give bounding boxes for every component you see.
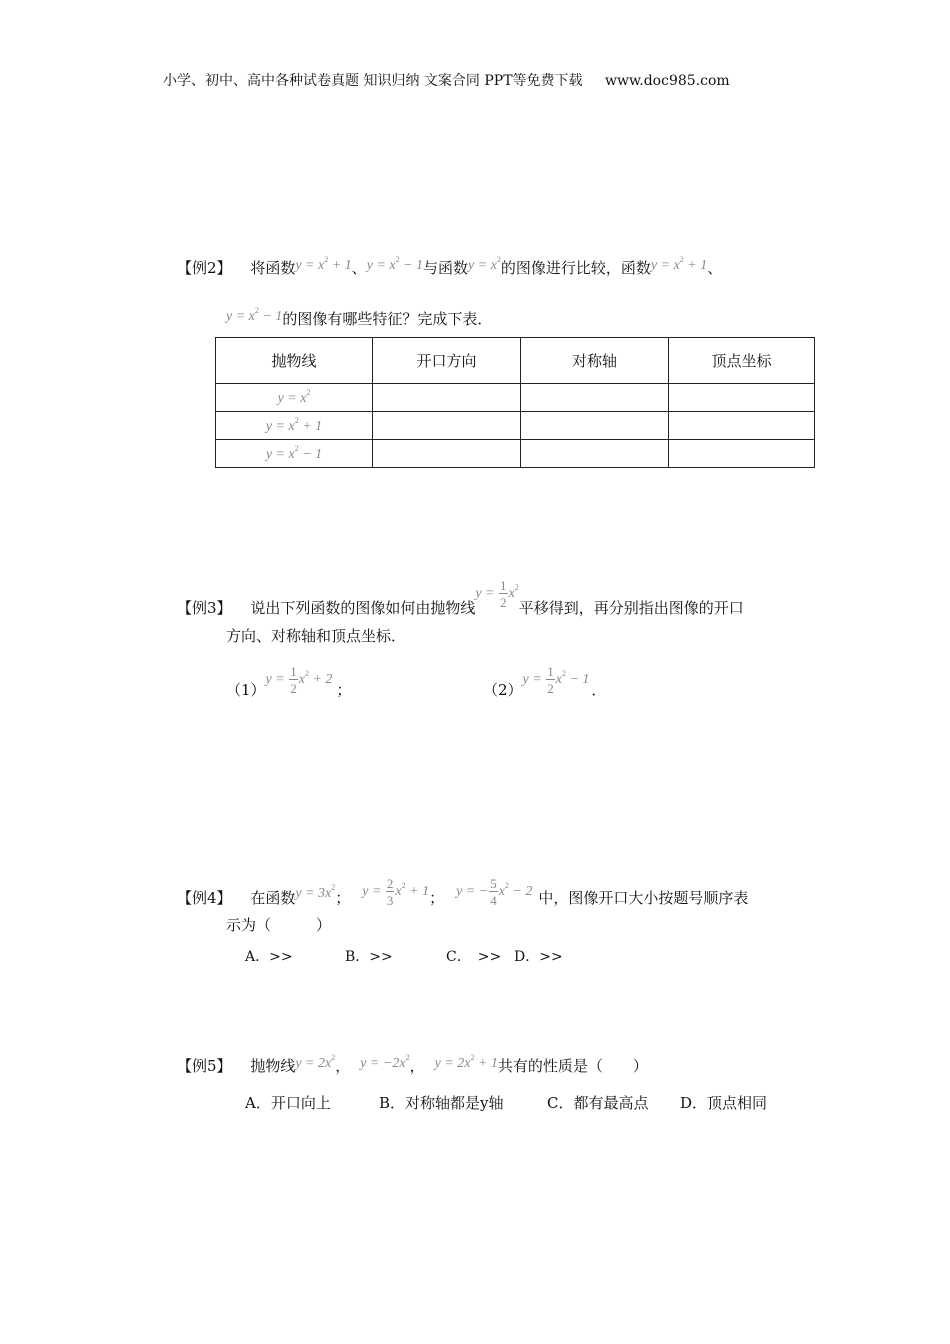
ex4-text3: 示为（ ） <box>226 916 332 934</box>
ex3-item2 <box>483 664 607 707</box>
table-header: 抛物线 <box>216 338 373 384</box>
ex5-options <box>245 1092 767 1113</box>
ex2-line2 <box>226 308 492 329</box>
ex3-text1: 说出下列函数的图像如何由抛物线 <box>250 599 476 618</box>
ex4-option-d[interactable]: D．>> <box>514 949 563 965</box>
ex5-option-a[interactable]: A．开口向上 <box>245 1094 331 1112</box>
ex2-line1 <box>177 257 722 278</box>
ex3-formula2: y = $\frac{1}{2}$ $x^2 - 1$ <box>522 664 590 696</box>
ex4-option-a[interactable]: A．>> <box>245 949 293 965</box>
ex5-sep2: ， <box>409 1057 425 1075</box>
ex3-item2-end: ． <box>591 681 607 700</box>
ex4-text2: 中，图像开口大小按题号顺序表 <box>538 889 749 908</box>
ex5-option-b[interactable]: B．对称轴都是y轴 <box>379 1094 504 1112</box>
ex2-formula5: $y = x^2 - 1$ <box>226 306 283 324</box>
ex3-text3: 方向、对称轴和顶点坐标． <box>226 627 407 645</box>
ex5-text1: 抛物线 <box>250 1057 296 1075</box>
table-cell-empty[interactable] <box>669 384 815 412</box>
ex4-text1: 在函数 <box>250 889 296 908</box>
table-cell-empty[interactable] <box>521 412 669 440</box>
ex4-formula2: y = $\frac{2}{3}$ $x^2 + 1$ <box>362 876 430 908</box>
table-cell-empty[interactable] <box>373 440 521 468</box>
ex4-options <box>245 946 563 966</box>
ex5-option-d[interactable]: D．顶点相同 <box>680 1094 768 1112</box>
ex2-text1: 将函数 <box>250 259 296 277</box>
ex5-sep1: ， <box>335 1057 351 1075</box>
ex2-formula4: $y = x^2 + 1$ <box>650 255 708 273</box>
ex4-label: 【例4】 <box>177 889 232 908</box>
table-row <box>216 440 815 468</box>
ex5-formula1: $y = 2x^2$ <box>295 1053 336 1071</box>
ex5-label: 【例5】 <box>177 1057 232 1075</box>
ex3-text2: 平移得到，再分别指出图像的开口 <box>518 599 744 618</box>
ex2-formula2: $y = x^2 - 1$ <box>366 255 424 273</box>
ex4-sep1: ； <box>335 889 351 908</box>
table-header: 对称轴 <box>521 338 669 384</box>
ex2-formula3: $y = x^2$ <box>468 255 501 273</box>
ex4-option-c[interactable]: C． >> <box>446 949 502 965</box>
ex5-formula3: $y = 2x^2 + 1$ <box>434 1053 498 1071</box>
table-row <box>216 412 815 440</box>
ex3-formula1: y = $\frac{1}{2}$ $x^2 + 2$ <box>265 664 333 696</box>
ex3-item1 <box>226 664 352 707</box>
table-cell-function: $y = x^2$ <box>216 384 373 412</box>
ex2-sep2: 、 <box>707 259 723 277</box>
table-header: 顶点坐标 <box>669 338 815 384</box>
ex5-formula2: $y = -2x^2$ <box>360 1053 410 1071</box>
ex3-item1-number: （1） <box>226 681 266 700</box>
ex4-option-b[interactable]: B．>> <box>345 949 393 965</box>
ex5-line1 <box>177 1055 648 1076</box>
table-cell-empty[interactable] <box>373 412 521 440</box>
ex3-item1-end: ； <box>336 681 352 700</box>
table-cell-empty[interactable] <box>521 384 669 412</box>
ex3-formula-main: y = $\frac{1}{2}$ $x^2$ <box>475 578 519 610</box>
ex2-text3: 的图像进行比较，函数 <box>500 259 651 277</box>
header-url: www.doc985.com <box>604 73 730 89</box>
table-row <box>216 384 815 412</box>
header-text: 小学、初中、高中各种试卷真题 知识归纳 文案合同 PPT等免费下载 <box>163 73 583 89</box>
ex4-sep2: ； <box>429 889 445 908</box>
table-header-row <box>216 338 815 384</box>
ex3-line1 <box>177 578 744 625</box>
ex2-table <box>215 337 815 468</box>
ex5-text2: 共有的性质是（ ） <box>497 1057 648 1075</box>
table-cell-empty[interactable] <box>521 440 669 468</box>
ex3-item2-number: （2） <box>483 681 523 700</box>
table-cell-function: $y = x^2 + 1$ <box>216 412 373 440</box>
table-cell-empty[interactable] <box>669 412 815 440</box>
page-header <box>163 70 730 90</box>
table-cell-function: $y = x^2 - 1$ <box>216 440 373 468</box>
ex2-label: 【例2】 <box>177 259 232 277</box>
ex3-label: 【例3】 <box>177 599 232 618</box>
ex2-formula1: $y = x^2 + 1$ <box>295 255 352 273</box>
ex4-formula1: $y = 3x^2$ <box>295 883 336 902</box>
ex4-line2 <box>226 914 331 935</box>
ex2-sep1: 、 <box>351 259 367 277</box>
ex4-formula3: y = − $\frac{5}{4}$ $x^2 - 2$ <box>456 876 533 908</box>
table-header: 开口方向 <box>373 338 521 384</box>
table-cell-empty[interactable] <box>373 384 521 412</box>
table-cell-empty[interactable] <box>669 440 815 468</box>
ex5-option-c[interactable]: C．都有最高点 <box>547 1094 649 1112</box>
ex4-line1 <box>177 876 749 915</box>
ex2-text4: 的图像有哪些特征？完成下表． <box>282 310 493 328</box>
ex2-text2: 与函数 <box>423 259 469 277</box>
ex3-line2 <box>226 625 406 646</box>
